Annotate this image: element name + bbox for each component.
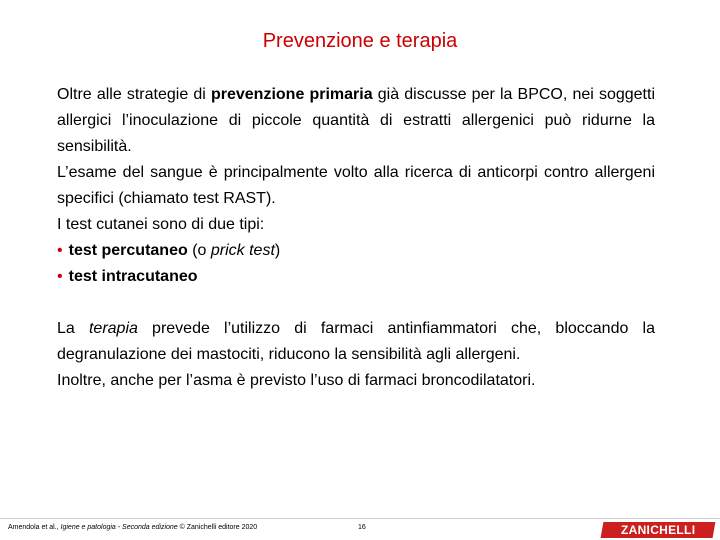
paragraph-skin-tests: I test cutanei sono di due tipi: bbox=[57, 216, 265, 233]
bold-term: test intracutaneo bbox=[68, 268, 198, 285]
text: La bbox=[57, 320, 89, 337]
text: ) bbox=[274, 242, 281, 259]
footer-divider bbox=[0, 518, 720, 519]
footer-credit bbox=[8, 524, 257, 531]
footer bbox=[0, 510, 720, 540]
bold-term: test percutaneo bbox=[68, 242, 188, 259]
publisher-logo bbox=[601, 522, 716, 538]
spacer bbox=[57, 290, 655, 316]
book-title: Igiene e patologia - Seconda edizione bbox=[60, 524, 178, 531]
italic-term: prick test bbox=[210, 242, 275, 259]
page-number: 16 bbox=[358, 524, 366, 531]
list-item-intracutaneous bbox=[57, 264, 655, 290]
paragraph-asthma: Inoltre, anche per l’asma è previsto l’uso di farmaci broncodilatatori. bbox=[57, 372, 536, 389]
bullet-icon: • bbox=[57, 242, 63, 259]
text: Amendola et al., bbox=[8, 524, 61, 531]
logo-text: ZANICHELLI bbox=[620, 523, 696, 537]
paragraph-blood-test: L’esame del sangue è principalmente volto alla ricerca di anticorpi contro allergeni specifici (chiamato test RAST). bbox=[57, 164, 655, 207]
slide-body bbox=[57, 82, 655, 394]
text: prevede l’utilizzo di farmaci antinfiammatori che, bloccando la degranulazione dei mastociti, riducono la sensibilità agli allergeni. bbox=[57, 320, 655, 363]
list-item-percutaneous bbox=[57, 238, 655, 264]
paragraph-prevention bbox=[57, 82, 655, 160]
text: Oltre alle strategie di bbox=[57, 86, 211, 103]
paragraph-therapy bbox=[57, 316, 655, 368]
bullet-icon: • bbox=[57, 268, 63, 285]
bold-term-primary-prevention: prevenzione primaria bbox=[210, 86, 373, 103]
slide-title: Prevenzione e terapia bbox=[262, 30, 458, 52]
italic-term-therapy: terapia bbox=[88, 320, 138, 337]
text: (o bbox=[187, 242, 211, 259]
text: © Zanichelli editore 2020 bbox=[177, 524, 258, 531]
text: già discusse per la BPCO, nei soggetti allergici l’inoculazione di piccole quantità di estratti allergenici può ridurne la sensibilità. bbox=[57, 86, 656, 155]
